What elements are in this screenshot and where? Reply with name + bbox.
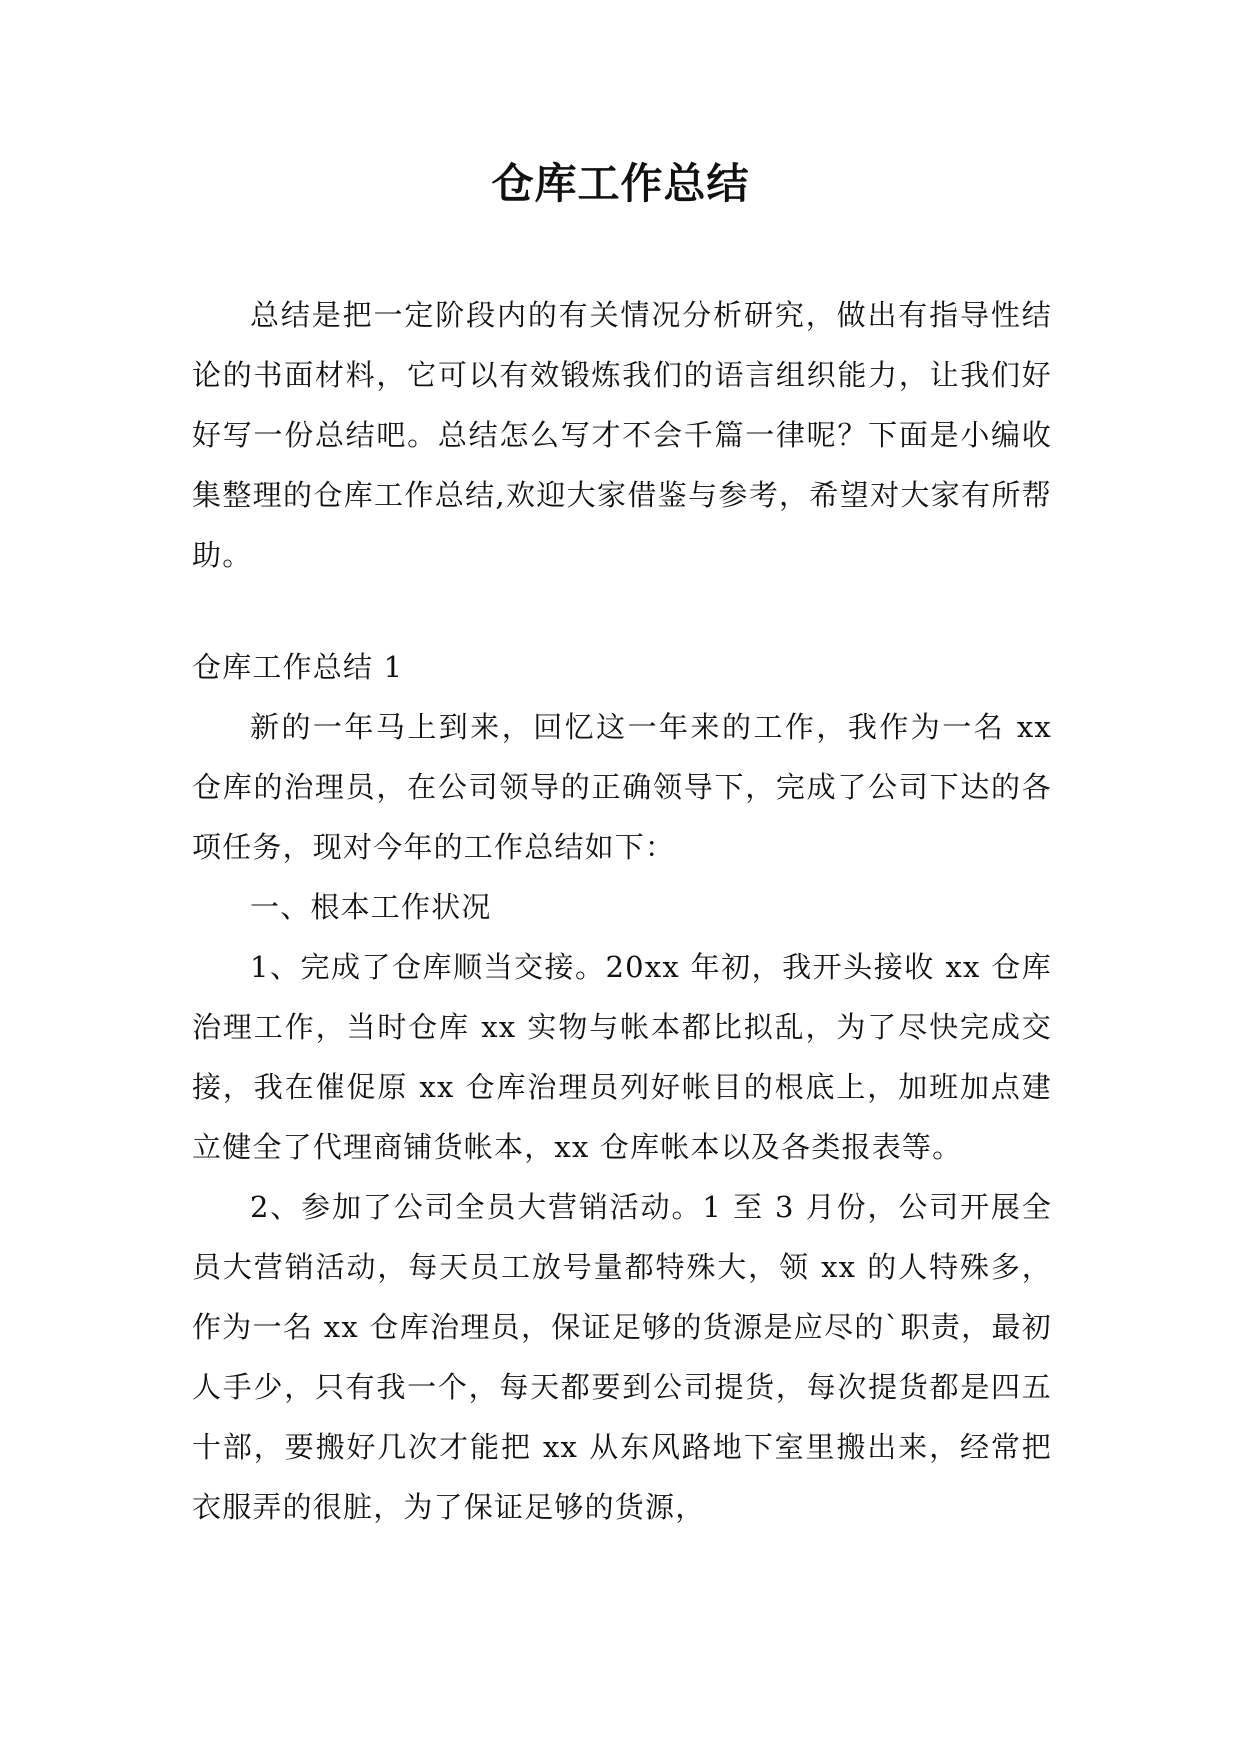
section-1: [192, 637, 1052, 1537]
body-paragraph: 新的一年马上到来，回忆这一年来的工作，我作为一名 xx 仓库的治理员，在公司领导的正确领导下，完成了公司下达的各项任务，现对今年的工作总结如下：: [192, 710, 1052, 864]
section-heading: 仓库工作总结 1: [192, 650, 404, 684]
intro-paragraph: 总结是把一定阶段内的有关情况分析研究，做出有指导性结论的书面材料，它可以有效锻炼我们的语言组织能力，让我们好好写一份总结吧。总结怎么写才不会千篇一律呢？下面是小编收集整理的仓库工作总结,欢迎大家借鉴与参考，希望对大家有所帮助。: [192, 298, 1052, 572]
body-paragraph: 2、参加了公司全员大营销活动。1 至 3 月份，公司开展全员大营销活动，每天员工放号量都特殊大，领 xx 的人特殊多，作为一名 xx 仓库治理员，保证足够的货源是应尽的`职责，最初人手少，只有我一个，每天都要到公司提货，每次提货都是四五十部，要搬好几次才能把 xx 从东风路地下室里搬出来，经常把衣服弄的很脏，为了保证足够的货源，: [192, 1190, 1052, 1524]
body-paragraph: 1、完成了仓库顺当交接。20xx 年初，我开头接收 xx 仓库治理工作，当时仓库 xx 实物与帐本都比拟乱，为了尽快完成交接，我在催促原 xx 仓库治理员列好帐目的根底上，加班加点建立健全了代理商铺货帐本，xx 仓库帐本以及各类报表等。: [192, 950, 1052, 1164]
subsection-heading: 一、根本工作状况: [250, 890, 492, 924]
document-title: 仓库工作总结: [491, 159, 750, 208]
intro-section: [192, 285, 1052, 585]
